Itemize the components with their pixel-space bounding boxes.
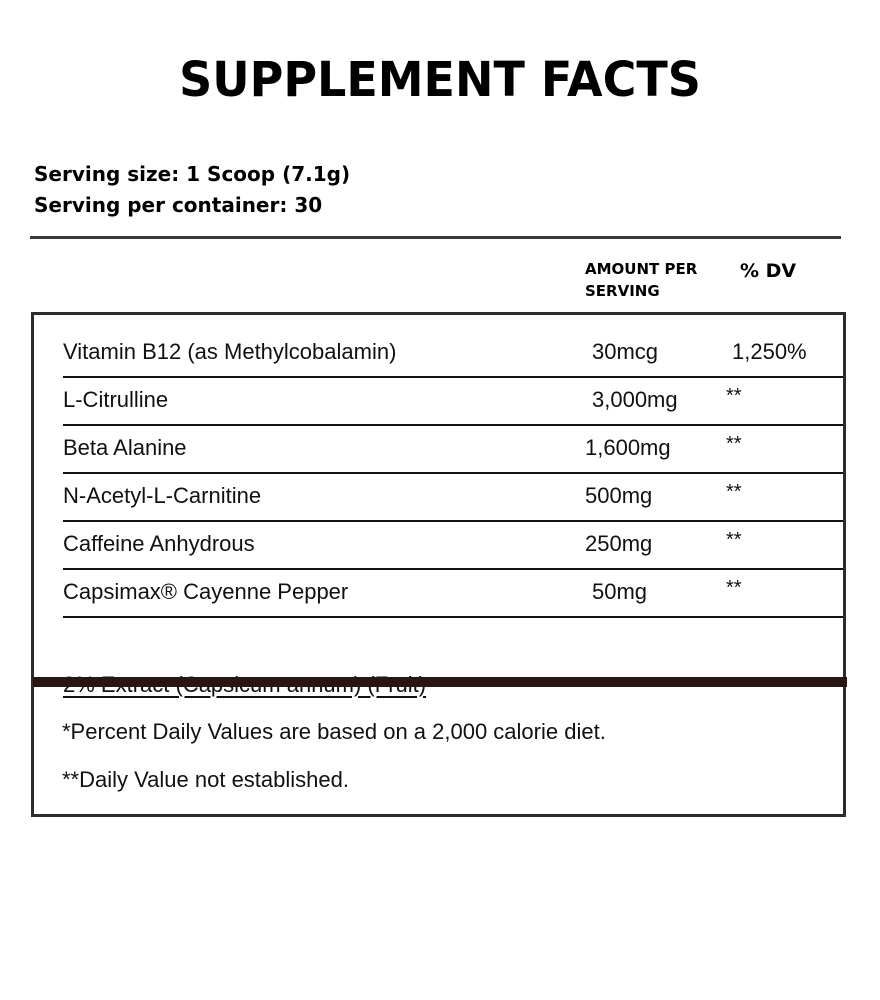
ingredient-dv: ** — [726, 577, 742, 599]
not-established-footnote: **Daily Value not established. — [62, 767, 349, 792]
row-underline — [63, 424, 843, 426]
serving-size: Serving size: 1 Scoop (7.1g) — [34, 162, 351, 186]
ingredient-row — [34, 379, 843, 419]
row-underline — [63, 616, 843, 618]
ingredient-dv: 1,250% — [732, 339, 807, 364]
page-title: SUPPLEMENT FACTS — [179, 50, 701, 108]
row-underline — [63, 472, 843, 474]
ingredient-name: Capsimax® Cayenne Pepper — [63, 579, 349, 604]
row-underline — [63, 376, 843, 378]
ingredient-row — [34, 475, 843, 515]
ingredient-dv: ** — [726, 385, 742, 407]
row-underline — [63, 520, 843, 522]
amount-header-line1: AMOUNT PER — [585, 260, 698, 278]
ingredient-dv: ** — [726, 433, 742, 455]
ingredient-dv: ** — [726, 481, 742, 503]
row-underline — [63, 568, 843, 570]
ingredient-name: N-Acetyl-L-Carnitine — [63, 483, 262, 508]
daily-value-header: % DV — [740, 260, 797, 282]
ingredient-name: Beta Alanine — [63, 435, 187, 460]
header-divider — [30, 236, 841, 239]
ingredient-amount: 1,600mg — [585, 435, 671, 460]
amount-header-line2: SERVING — [585, 282, 660, 300]
footnote-divider — [33, 677, 847, 687]
amount-per-serving-header — [585, 258, 725, 302]
servings-per-container: Serving per container: 30 — [34, 193, 323, 217]
ingredient-row — [34, 331, 843, 371]
ingredient-amount: 500mg — [585, 483, 653, 508]
ingredient-amount: 50mg — [592, 579, 648, 604]
ingredient-amount: 250mg — [585, 531, 653, 556]
ingredient-name: L-Citrulline — [63, 387, 169, 412]
ingredient-row — [34, 523, 843, 563]
ingredient-name: Caffeine Anhydrous — [63, 531, 255, 556]
ingredient-row — [34, 571, 843, 611]
ingredient-amount: 3,000mg — [592, 387, 678, 412]
ingredient-dv: ** — [726, 529, 742, 551]
ingredient-amount: 30mcg — [592, 339, 659, 364]
ingredient-name: Vitamin B12 (as Methylcobalamin) — [63, 339, 397, 364]
ingredient-row — [34, 427, 843, 467]
daily-values-footnote: *Percent Daily Values are based on a 2,000 calorie diet. — [62, 719, 606, 744]
